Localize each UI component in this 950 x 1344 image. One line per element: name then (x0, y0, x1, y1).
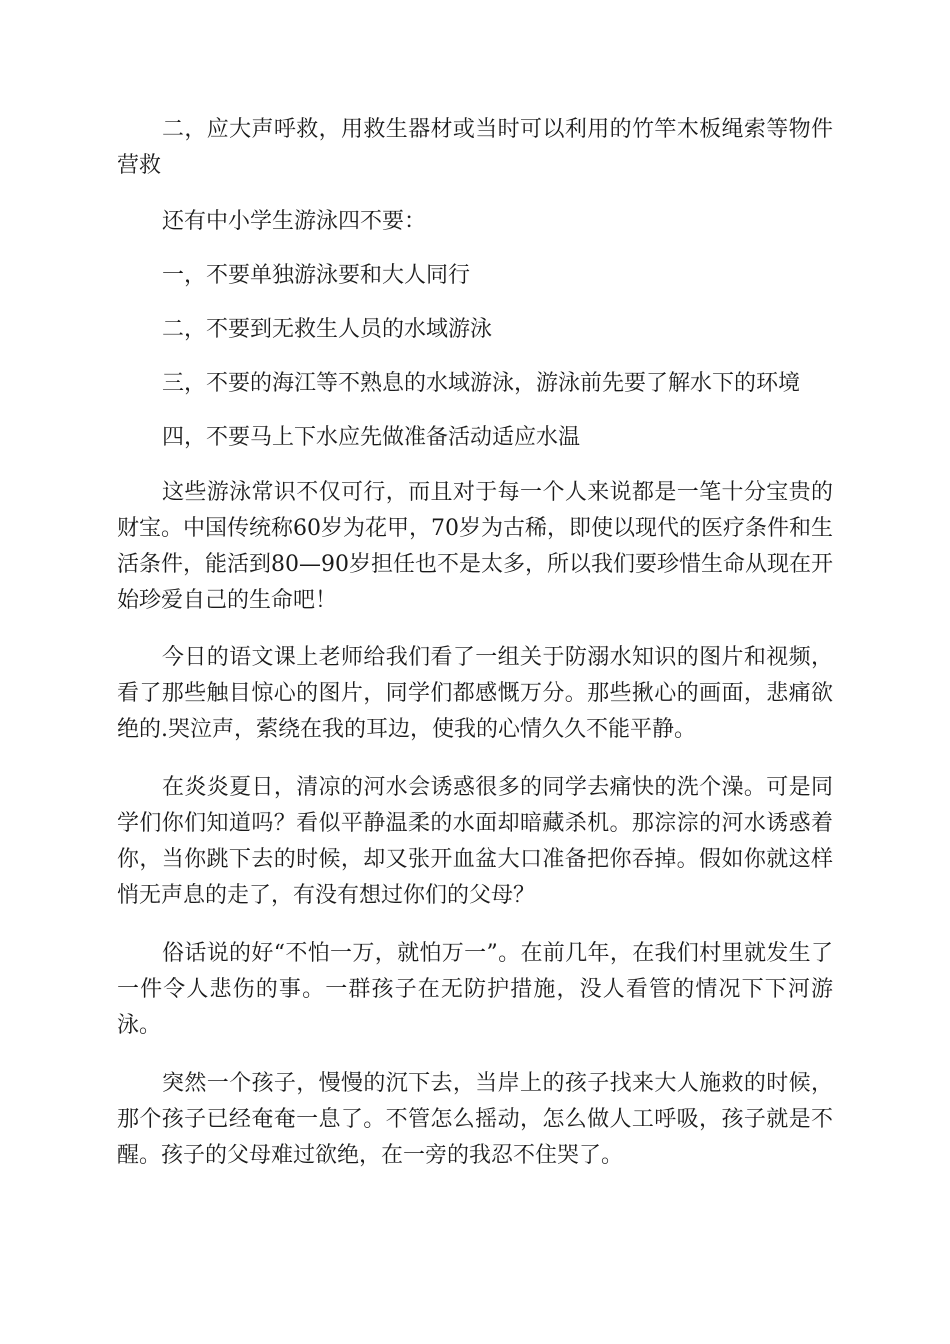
paragraph-four-donts-intro: 还有中小学生游泳四不要： (162, 209, 427, 234)
paragraph-dont-3: 三，不要的海江等不熟息的水域游泳，游泳前先要了解水下的环境 (162, 371, 801, 396)
paragraph-summer-river: 在炎炎夏日，清凉的河水会诱惑很多的同学去痛快的洗个澡。可是同学们你们知道吗？看似平静温柔的水面却暗藏杀机。那淙淙的河水诱惑着你，当你跳下去的时候，却又张开血盆大口准备把你吞掉。假如你就这样悄无声息的走了，有没有想过你们的父母？ (117, 775, 833, 908)
paragraph-village-story: 俗话说的好“不怕一万，就怕万一”。在前几年，在我们村里就发生了一件令人悲伤的事。一群孩子在无防护措施，没人看管的情况下下河游泳。 (117, 941, 833, 1038)
paragraph-dont-4: 四，不要马上下水应先做准备活动适应水温 (162, 425, 581, 450)
paragraph-dont-1: 一，不要单独游泳要和大人同行 (162, 263, 471, 288)
paragraph-dont-2: 二，不要到无救生人员的水域游泳 (162, 317, 493, 342)
paragraph-drowning-child: 突然一个孩子，慢慢的沉下去，当岸上的孩子找来大人施救的时候，那个孩子已经奄奄一息了。不管怎么摇动，怎么做人工呼吸，孩子就是不醒。孩子的父母难过欲绝，在一旁的我忍不住哭了。 (117, 1071, 833, 1168)
paragraph-chinese-class: 今日的语文课上老师给我们看了一组关于防溺水知识的图片和视频，看了那些触目惊心的图片，同学们都感慨万分。那些揪心的画面，悲痛欲绝的.哭泣声，萦绕在我的耳边，使我的心情久久不能平静。 (117, 645, 833, 742)
paragraph-cherish-life: 这些游泳常识不仅可行，而且对于每一个人来说都是一笔十分宝贵的财宝。中国传统称60岁为花甲，70岁为古稀，即使以现代的医疗条件和生活条件，能活到80—90岁担任也不是太多，所以我们要珍惜生命从现在开始珍爱自己的生命吧！ (117, 480, 833, 613)
paragraph-rescue-method: 二，应大声呼救，用救生器材或当时可以利用的竹竿木板绳索等物件营救 (117, 117, 833, 178)
